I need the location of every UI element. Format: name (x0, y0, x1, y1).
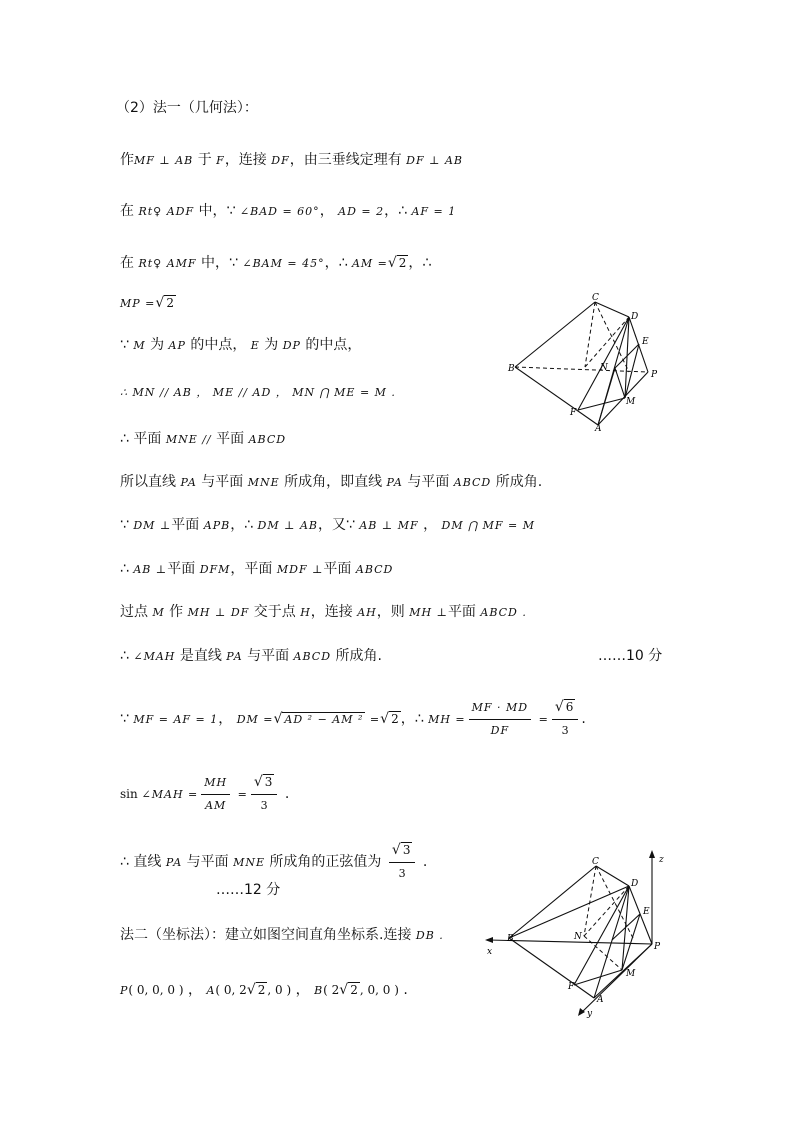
math: AB ⊥ MF (359, 519, 419, 532)
math: AP (168, 339, 186, 352)
label-a: A (595, 424, 602, 432)
math: ABCD (355, 563, 394, 576)
math: MDF ⊥ (276, 563, 324, 576)
text: ，由三垂线定理有 (289, 152, 407, 168)
radicand: AD ² − AM ² (284, 713, 364, 726)
math: ( 0, 2 (215, 983, 247, 997)
math: MF ⊥ AB (134, 154, 194, 167)
label-f: F (570, 408, 577, 418)
radical-sign: √ (273, 711, 283, 727)
text: ，∴ (384, 203, 412, 219)
numerator (552, 697, 579, 720)
text: 所成角的正弦值为 (264, 854, 386, 870)
edge-bp-hidden (515, 367, 648, 372)
math: DM = (236, 713, 274, 726)
math: AD = 2 (338, 205, 385, 218)
edge-cd (596, 866, 629, 886)
label-f: F (568, 982, 575, 992)
text: . (280, 786, 290, 802)
radical-sign: √ (554, 699, 564, 715)
label-c: C (592, 293, 599, 303)
math: PA (180, 476, 197, 489)
radical-sign: √ (380, 711, 390, 727)
text: ， (291, 982, 315, 998)
text: 平面 (323, 561, 356, 577)
math: ( 0, 0, 0 ) (128, 983, 184, 997)
radical-sign: √ (246, 982, 256, 998)
text: ， (319, 203, 339, 219)
math: = (233, 788, 248, 801)
fraction (389, 840, 416, 884)
math: PA (165, 856, 183, 869)
fraction (251, 772, 278, 816)
line-triangle-adf (120, 201, 456, 222)
math: P (120, 984, 129, 997)
numerator (389, 840, 416, 863)
text: ，又∵ (318, 517, 360, 533)
math: DF ⊥ AB (406, 154, 463, 167)
math: DM ⋂ MF = M (441, 519, 535, 532)
text: . (418, 854, 428, 870)
line-parallels (120, 382, 396, 403)
text: 与平面 (182, 854, 234, 870)
text: 作 (120, 152, 134, 168)
numerator (251, 772, 278, 795)
text: 是直线 (175, 648, 227, 664)
text: 所成角，即直线 (279, 474, 387, 490)
math: Rt♀ ADF (138, 205, 195, 218)
math: ∠MAH (133, 650, 176, 663)
edge-nd-hidden (584, 886, 629, 936)
text: ， (183, 982, 207, 998)
line-compute-mh (120, 697, 586, 741)
text: ，∴ (230, 517, 258, 533)
math: B (314, 984, 324, 997)
radicand: 2 (398, 256, 407, 270)
text: ∵ (120, 517, 134, 533)
text: ， (218, 711, 237, 727)
math: DB . (415, 929, 444, 942)
line-sin-mah (120, 772, 289, 816)
arrow-x (485, 937, 493, 943)
math: MNE // (165, 433, 217, 446)
fraction (201, 773, 230, 816)
label-x: x (487, 947, 493, 957)
radical-sign: √ (387, 255, 397, 271)
radicand: 2 (166, 296, 174, 310)
math: = (534, 713, 549, 726)
math: ∠MAH = (141, 788, 199, 801)
math: DFM (199, 563, 231, 576)
radicand: 3 (264, 775, 273, 789)
section-heading (116, 98, 258, 118)
math: , 0, 0 ) (359, 983, 399, 997)
edge-bd (509, 886, 629, 938)
label-a: A (597, 995, 604, 1005)
text: ∵ (120, 711, 134, 727)
edge-cp-hidden (595, 302, 629, 372)
line-triangle-amf (120, 253, 431, 274)
line-angle-mah (120, 646, 382, 667)
label-c: C (592, 857, 599, 867)
math: M (133, 339, 146, 352)
text: 所成角. (491, 474, 543, 490)
text: ，连接 (224, 152, 272, 168)
text: . (398, 982, 408, 998)
math: ∠BAD = 60° (239, 205, 320, 218)
math: H (300, 606, 311, 619)
radicand: 2 (257, 983, 266, 997)
score-text: ……10 分 (598, 648, 663, 664)
label-b: B (508, 364, 515, 374)
line-plane-parallel (120, 429, 286, 450)
math: AB ⊥ (133, 563, 168, 576)
math: MH = (428, 713, 466, 726)
math: AF = 1 (411, 205, 457, 218)
text: 所成角. (331, 648, 382, 664)
math: ABCD (453, 476, 492, 489)
text: 平面 (167, 561, 200, 577)
fraction (552, 697, 579, 741)
text: 的中点， (300, 337, 362, 353)
text: 于 (193, 152, 217, 168)
numerator: MF · MD (469, 698, 531, 720)
text: 与平面 (402, 474, 454, 490)
math: ( 2 (323, 983, 340, 997)
label-m: M (626, 969, 636, 979)
text: 交于点 (249, 604, 301, 620)
radical-sign: √ (155, 295, 165, 311)
math: A (206, 984, 216, 997)
text: ∴ 平面 (120, 431, 166, 447)
arrow-y (578, 1008, 585, 1016)
math: Rt♀ AMF (138, 257, 197, 270)
radical-sign: √ (339, 982, 349, 998)
edge-cb (509, 866, 596, 938)
text: 作 (164, 604, 188, 620)
line-angle-equivalence (120, 472, 542, 493)
line-construct-mf (120, 150, 463, 171)
radical-sign: √ (253, 774, 263, 790)
math: ABCD (248, 433, 287, 446)
text: 的中点， (185, 337, 251, 353)
text: ， (418, 517, 442, 533)
text: ，∴ (324, 255, 352, 271)
text: 平面 (171, 517, 204, 533)
fraction (469, 698, 531, 741)
text: ∴ 直线 (120, 854, 166, 870)
radicand: 6 (565, 700, 574, 714)
math: ABCD (293, 650, 332, 663)
label-d: D (631, 312, 639, 322)
text: ，∴ (400, 711, 429, 727)
text: ，∴ (408, 255, 432, 271)
math: F (216, 154, 225, 167)
line-midpoints (120, 335, 361, 356)
text: ∴ (120, 648, 134, 664)
math: ∴ MN // AB ， ME // AD ， MN ⋂ ME = M . (120, 386, 396, 399)
arrow-z (649, 850, 655, 858)
math: DM ⊥ AB (257, 519, 318, 532)
text: ，连接 (310, 604, 358, 620)
numerator: MH (201, 773, 230, 795)
text: ，则 (376, 604, 410, 620)
text: 中，∵ (196, 255, 243, 271)
math: AM = (351, 257, 388, 270)
math: MH ⊥ DF (187, 606, 250, 619)
text: 法二（坐标法）：建立如图空间直角坐标系.连接 (120, 927, 416, 943)
math: PA (226, 650, 243, 663)
text: ∵ (120, 337, 134, 353)
math: DP (282, 339, 301, 352)
math: = (365, 713, 381, 726)
math: PA (386, 476, 403, 489)
line-method-two (120, 925, 444, 946)
edge-ba (509, 938, 594, 998)
geometry-figure-1 (505, 292, 665, 432)
label-y: y (587, 1009, 593, 1018)
line-ab-perp (120, 559, 393, 580)
text: 在 (120, 203, 139, 219)
math: APB (203, 519, 231, 532)
text: 为 (259, 337, 283, 353)
line-mp (120, 293, 176, 314)
text: 与平面 (196, 474, 248, 490)
edge-cd (595, 302, 629, 317)
label-d: D (631, 879, 639, 889)
text: 所以直线 (120, 474, 181, 490)
radicand: 2 (391, 712, 399, 726)
label-p: P (651, 370, 658, 380)
heading-text: （2）法一（几何法）： (116, 100, 258, 116)
edge-cb (515, 302, 595, 367)
text: ∴ (120, 561, 134, 577)
label-e: E (643, 907, 650, 917)
edge-nm-hidden (584, 936, 622, 970)
denominator: 3 (398, 867, 406, 880)
math: MNE (233, 856, 265, 869)
denominator: 3 (260, 799, 268, 812)
radicand: 2 (350, 983, 358, 997)
label-n: N (600, 363, 608, 373)
geometry-figure-2 (484, 848, 674, 1018)
score-12 (216, 880, 280, 900)
label-p: P (654, 942, 661, 952)
edge-nm (615, 368, 625, 398)
math: ∠BAM = 45° (242, 257, 325, 270)
text: 与平面 (242, 648, 294, 664)
text: 中，∵ (194, 203, 240, 219)
score-10 (598, 646, 662, 666)
math: MH ⊥ (409, 606, 448, 619)
math: DM ⊥ (133, 519, 172, 532)
text: 平面 (216, 431, 249, 447)
radicand: 3 (402, 843, 411, 857)
math: MNE (247, 476, 280, 489)
text: 过点 (120, 604, 153, 620)
denominator: 3 (561, 724, 569, 737)
denominator: DF (490, 723, 510, 737)
math: DF (271, 154, 290, 167)
score-text: ……12 分 (216, 882, 281, 898)
text: 平面 (447, 604, 481, 620)
line-conclusion (120, 840, 427, 884)
label-z: z (659, 855, 664, 865)
math: sin (120, 787, 142, 801)
text: ，平面 (230, 561, 277, 577)
label-e: E (642, 337, 649, 347)
math: M (152, 606, 165, 619)
label-b: B (507, 934, 514, 944)
math: ABCD . (480, 606, 527, 619)
line-coordinates (120, 980, 408, 1001)
text: 在 (120, 255, 139, 271)
label-n: N (574, 932, 582, 942)
math: , 0 ) (267, 983, 292, 997)
text: 为 (145, 337, 169, 353)
math: MF = AF = 1 (133, 713, 219, 726)
math: AH (357, 606, 377, 619)
math: E (250, 339, 260, 352)
radical-sign: √ (391, 842, 401, 858)
text: . (581, 711, 586, 727)
label-m: M (626, 397, 636, 407)
math: MP = (120, 297, 156, 310)
line-dm-perp (120, 515, 535, 536)
edge-cn-hidden (585, 302, 595, 367)
line-construct-mh (120, 602, 527, 623)
denominator: AM (205, 798, 227, 812)
